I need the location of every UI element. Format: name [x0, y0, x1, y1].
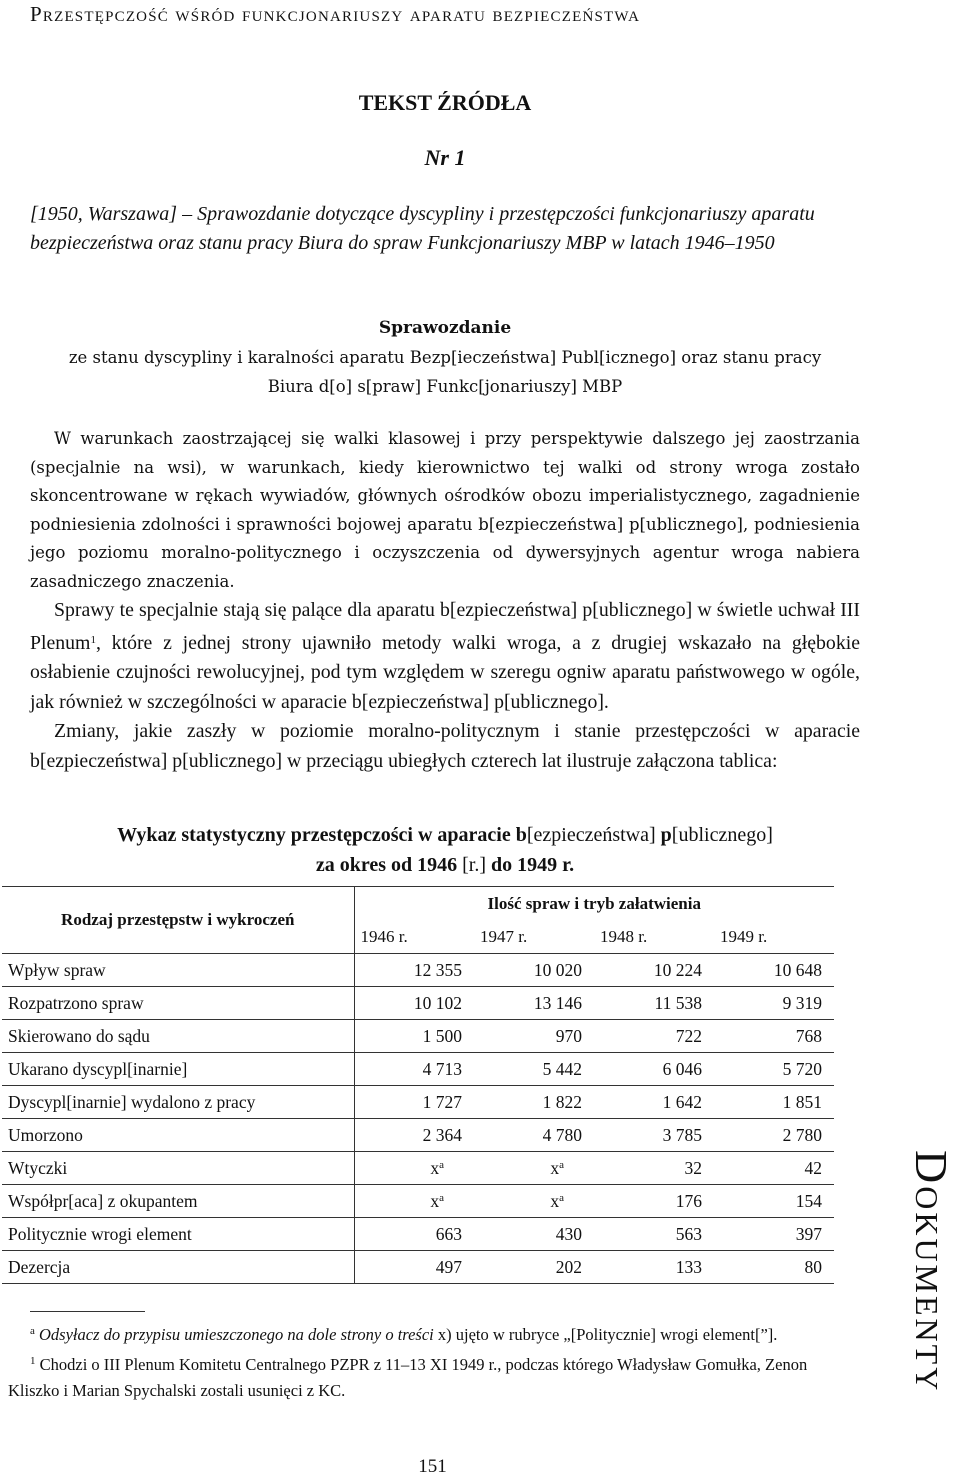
- cell-value-text: 5 720: [782, 1058, 822, 1079]
- cell-value: [474, 1152, 594, 1185]
- cell-value-text: 1 500: [422, 1025, 462, 1046]
- table-row: [2, 1185, 834, 1218]
- row-label: Dezercja: [2, 1251, 354, 1284]
- table-row: [2, 1053, 834, 1086]
- cell-value-text: 1 851: [782, 1091, 822, 1112]
- table-title-part: [r.]: [462, 854, 487, 876]
- cell-value: [594, 954, 714, 987]
- cell-value-text: 430: [555, 1223, 582, 1244]
- table-row: [2, 1119, 834, 1152]
- cell-value: [594, 1218, 714, 1251]
- report-subheading-line1: ze stanu dyscypliny i karalności aparatu Bezp[ieczeństwa] Publ[icznego] oraz stanu pracy: [68, 348, 822, 367]
- paragraph-2-part1: Sprawy te specjalnie stają się palące dla aparatu b[ezpieczeństwa] p[ublicznego] w świetle uchwał III Plenum: [30, 599, 860, 654]
- cell-value: [474, 1251, 594, 1284]
- footnote-ref-1[interactable]: 1: [90, 633, 96, 646]
- table-row: [2, 954, 834, 987]
- paragraph-2-part2: , które z jednej strony ujawniło metody walki wroga, a z drugiej wskazało na głębokie osłabienie czujności rewolucyjnej, pod tym względem w szeregu ogniw aparatu państwowego w ogóle, jak również w szczególności w aparacie b[ezpieczeństwa] p[ublicznego].: [30, 631, 860, 713]
- cell-value-text: 4 780: [542, 1124, 582, 1145]
- footnote-1: [8, 1348, 860, 1404]
- cell-value: [354, 1053, 474, 1086]
- cell-value-text: 970: [555, 1025, 582, 1046]
- row-label: Wpływ spraw: [2, 954, 354, 987]
- table-title-part: do 1949 r.: [486, 854, 575, 876]
- cell-value: [354, 954, 474, 987]
- cell-value: [354, 987, 474, 1020]
- footnote-ref-a[interactable]: a: [439, 1158, 444, 1171]
- cell-value-text: 497: [435, 1256, 462, 1277]
- cell-value-text: 4 713: [422, 1058, 462, 1079]
- cell-value-text: x: [550, 1157, 560, 1178]
- row-label: Wtyczki: [2, 1152, 354, 1185]
- column-group-header: Ilość spraw i tryb załatwienia: [354, 887, 834, 922]
- footnote-a-italic: Odsyłacz do przypisu umieszczonego na dole strony o treści: [39, 1325, 434, 1344]
- cell-value: [474, 1086, 594, 1119]
- table-title-part: za okres od 1946: [315, 854, 463, 876]
- cell-value: [474, 1119, 594, 1152]
- statistics-table: [2, 886, 834, 1284]
- section-title: TEKST ŹRÓDŁA: [358, 90, 532, 115]
- row-label: Ukarano dyscypl[inarnie]: [2, 1053, 354, 1086]
- footnote-ref-a[interactable]: a: [439, 1191, 444, 1204]
- cell-value-text: 2 364: [422, 1124, 462, 1145]
- cell-value-text: 11 538: [654, 992, 702, 1013]
- cell-value-text: x: [430, 1190, 440, 1211]
- cell-value-text: 12 355: [413, 959, 462, 980]
- cell-value-text: 176: [675, 1190, 702, 1211]
- cell-value: [714, 1251, 834, 1284]
- cell-value: [474, 1053, 594, 1086]
- cell-value-text: 13 146: [533, 992, 582, 1013]
- report-heading: Sprawozdanie: [378, 318, 512, 338]
- paragraph-1: W warunkach zaostrzającej się walki klasowej i przy perspektywie dalszego jej zaostrzania (specjalnie na wsi), w warunkach, kiedy kierownictwo tej walki od strony wroga zostało skoncentrowane w rękach wywiadów, głównych ośrodków obozu imperialistycznego, zagadnienie podniesienia zdolności i sprawności bojowej aparatu b[ezpieczeństwa] p[ublicznego], podniesienia jego poziomu moralno-politycznego i oczyszczenia od dywersyjnych agentur wroga nabiera zasadniczego znaczenia.: [30, 429, 860, 591]
- document-title: [1950, Warszawa] – Sprawozdanie dotyczące dyscypliny i przestępczości funkcjonariuszy aparatu bezpieczeństwa oraz stanu pracy Biura do spraw Funkcjonariuszy MBP w latach 1946–1950: [30, 203, 815, 254]
- cell-value: [594, 1053, 714, 1086]
- side-section-label: [888, 1150, 958, 1410]
- cell-value: [474, 987, 594, 1020]
- report-heading-block: [30, 314, 860, 401]
- cell-value-text: 154: [795, 1190, 822, 1211]
- footnote-a: [8, 1318, 860, 1348]
- row-label: Skierowano do sądu: [2, 1020, 354, 1053]
- running-header: Przestępczość wśród funkcjonariuszy aparatu bezpieczeństwa: [30, 2, 641, 26]
- cell-value-text: 10 102: [413, 992, 462, 1013]
- cell-value: [594, 1086, 714, 1119]
- cell-value: [714, 1185, 834, 1218]
- cell-value: [354, 1185, 474, 1218]
- cell-value-text: 1 822: [542, 1091, 582, 1112]
- footnote-1-text: Chodzi o III Plenum Komitetu Centralnego PZPR z 11–13 XI 1949 r., podczas którego Władysław Gomułka, Zenon Kliszko i Marian Spychalski zostali usunięci z KC.: [8, 1355, 808, 1400]
- paragraph-3: Zmiany, jakie zaszły w poziomie moralno-politycznym i stanie przestępczości w aparacie b[ezpieczeństwa] p[ublicznego] w przeciągu ubiegłych czterech lat ilustruje załączona tablica:: [30, 720, 860, 772]
- cell-value: [474, 1218, 594, 1251]
- table-title-part: Wykaz statystyczny przestępczości w aparacie b: [117, 824, 527, 846]
- side-label-text: Dokumenty: [906, 1150, 957, 1394]
- table-row: [2, 987, 834, 1020]
- cell-value: [714, 954, 834, 987]
- cell-value: [714, 987, 834, 1020]
- row-label: Rozpatrzono spraw: [2, 987, 354, 1020]
- cell-value-text: 10 020: [533, 959, 582, 980]
- cell-value-text: 663: [435, 1223, 462, 1244]
- cell-value-text: 768: [795, 1025, 822, 1046]
- cell-value-text: 1 642: [662, 1091, 702, 1112]
- cell-value: [354, 1218, 474, 1251]
- cell-value: [714, 1119, 834, 1152]
- cell-value: [594, 1251, 714, 1284]
- cell-value: [714, 1152, 834, 1185]
- cell-value-text: 1 727: [422, 1091, 462, 1112]
- cell-value-text: x: [430, 1157, 440, 1178]
- row-label: Dyscypl[inarnie] wydalono z pracy: [2, 1086, 354, 1119]
- cell-value: [474, 1020, 594, 1053]
- footnote-marker: 1: [30, 1355, 36, 1367]
- body-text: [30, 425, 860, 776]
- cell-value: [594, 1119, 714, 1152]
- cell-value-text: 202: [555, 1256, 582, 1277]
- table-title-part: [ublicznego]: [671, 824, 773, 846]
- footnote-marker: a: [30, 1325, 35, 1337]
- cell-value: [354, 1152, 474, 1185]
- cell-value: [474, 1185, 594, 1218]
- cell-value: [594, 987, 714, 1020]
- table-row: [2, 1020, 834, 1053]
- table-title: [30, 820, 860, 880]
- year-header: 1948 r.: [594, 921, 714, 954]
- table-title-part: p: [660, 824, 672, 846]
- footnote-separator: [30, 1311, 145, 1312]
- cell-value-text: x: [550, 1190, 560, 1211]
- cell-value: [714, 1086, 834, 1119]
- cell-value-text: 397: [795, 1223, 822, 1244]
- footnotes: [8, 1318, 860, 1404]
- footnote-a-text: x) ujęto w rubryce „[Politycznie] wrogi element[”].: [433, 1325, 778, 1344]
- cell-value: [594, 1152, 714, 1185]
- cell-value-text: 32: [684, 1157, 702, 1178]
- year-header: 1949 r.: [714, 921, 834, 954]
- cell-value-text: 3 785: [662, 1124, 702, 1145]
- cell-value: [594, 1020, 714, 1053]
- table-row: [2, 1152, 834, 1185]
- page-number: 151: [418, 1456, 447, 1477]
- row-label: Politycznie wrogi element: [2, 1218, 354, 1251]
- table-row: [2, 1218, 834, 1251]
- cell-value-text: 563: [675, 1223, 702, 1244]
- cell-value: [354, 1119, 474, 1152]
- cell-value: [354, 1086, 474, 1119]
- cell-value: [714, 1053, 834, 1086]
- row-label: Współpr[aca] z okupantem: [2, 1185, 354, 1218]
- cell-value-text: 5 442: [542, 1058, 582, 1079]
- document-number: Nr 1: [424, 145, 466, 170]
- year-header: 1947 r.: [474, 921, 594, 954]
- cell-value: [594, 1185, 714, 1218]
- cell-value-text: 2 780: [782, 1124, 822, 1145]
- paragraph-2: [30, 596, 860, 717]
- column-header-type: Rodzaj przestępstw i wykroczeń: [2, 887, 354, 954]
- cell-value: [714, 1020, 834, 1053]
- cell-value-text: 6 046: [662, 1058, 702, 1079]
- year-header: 1946 r.: [354, 921, 474, 954]
- cell-value-text: 10 648: [773, 959, 822, 980]
- footnote-ref-a[interactable]: a: [559, 1158, 564, 1171]
- cell-value-text: 722: [675, 1025, 702, 1046]
- table-title-part: [ezpieczeństwa]: [526, 824, 661, 846]
- cell-value-text: 80: [804, 1256, 822, 1277]
- cell-value: [354, 1251, 474, 1284]
- footnote-ref-a[interactable]: a: [559, 1191, 564, 1204]
- report-subheading-line2: Biura d[o] s[praw] Funkc[jonariuszy] MBP: [267, 377, 623, 396]
- cell-value-text: 133: [675, 1256, 702, 1277]
- table-row: [2, 1251, 834, 1284]
- cell-value-text: 42: [804, 1157, 822, 1178]
- cell-value: [354, 1020, 474, 1053]
- cell-value: [474, 954, 594, 987]
- cell-value-text: 9 319: [782, 992, 822, 1013]
- cell-value: [714, 1218, 834, 1251]
- table-row: [2, 1086, 834, 1119]
- row-label: Umorzono: [2, 1119, 354, 1152]
- cell-value-text: 10 224: [653, 959, 702, 980]
